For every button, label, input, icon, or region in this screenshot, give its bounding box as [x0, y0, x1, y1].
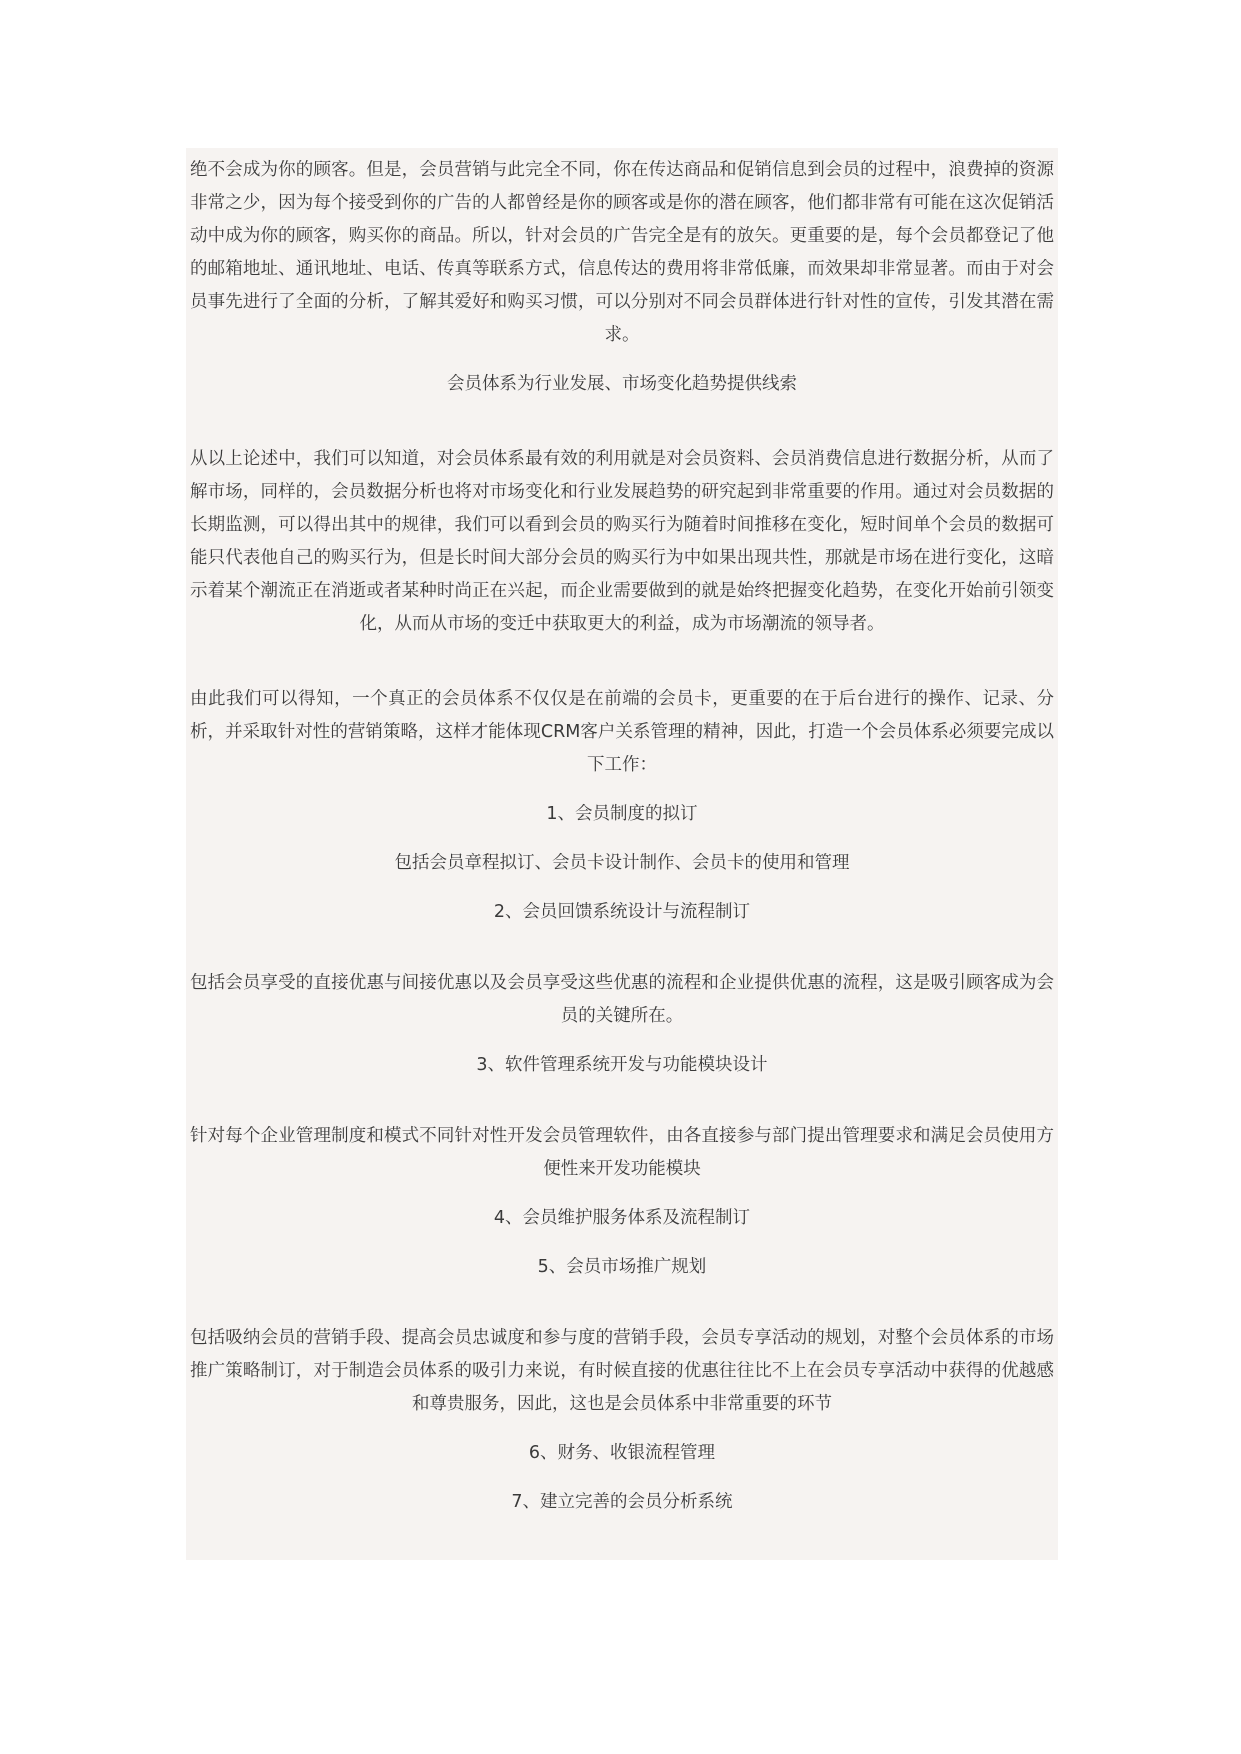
heading-step-2: 2、会员回馈系统设计与流程制订: [493, 902, 751, 922]
paragraph-step-3-detail: 针对每个企业管理制度和模式不同针对性开发会员管理软件，由各直接参与部门提出管理要求和满足会员使用方便性来开发功能模块: [190, 1126, 1054, 1179]
heading-step-5: 5、会员市场推广规划: [537, 1257, 707, 1277]
paragraph-data-analysis: 从以上论述中，我们可以知道，对会员体系最有效的利用就是对会员资料、会员消费信息进行数据分析，从而了解市场，同样的，会员数据分析也将对市场变化和行业发展趋势的研究起到非常重要的作用。通过对会员数据的长期监测，可以得出其中的规律，我们可以看到会员的购买行为随着时间推移在变化，短时间单个会员的数据可能只代表他自己的购买行为，但是长时间大部分会员的购买行为中如果出现共性，那就是市场在进行变化，这暗示着某个潮流正在消逝或者某种时尚正在兴起，而企业需要做到的就是始终把握变化趋势，在变化开始前引领变化，从而从市场的变迁中获取更大的利益，成为市场潮流的领导者。: [190, 449, 1054, 634]
paragraph-step-5-detail: 包括吸纳会员的营销手段、提高会员忠诚度和参与度的营销手段，会员专享活动的规划，对整个会员体系的市场推广策略制订，对于制造会员体系的吸引力来说，有时候直接的优惠往往比不上在会员专享活动中获得的优越感和尊贵服务，因此，这也是会员体系中非常重要的环节: [190, 1328, 1054, 1414]
paragraph-step-2-detail: 包括会员享受的直接优惠与间接优惠以及会员享受这些优惠的流程和企业提供优惠的流程，这是吸引顾客成为会员的关键所在。: [190, 973, 1054, 1026]
paragraph-system-requirements: 由此我们可以得知，一个真正的会员体系不仅仅是在前端的会员卡，更重要的在于后台进行的操作、记录、分析，并采取针对性的营销策略，这样才能体现CRM客户关系管理的精神，因此，打造一个会员体系必须要完成以下工作：: [190, 689, 1054, 775]
heading-industry-trends: 会员体系为行业发展、市场变化趋势提供线索: [447, 374, 797, 394]
heading-step-6: 6、财务、收银流程管理: [528, 1443, 716, 1463]
heading-step-4: 4、会员维护服务体系及流程制订: [493, 1208, 751, 1228]
heading-step-7: 7、建立完善的会员分析系统: [511, 1492, 733, 1512]
paragraph-step-1-detail: 包括会员章程拟订、会员卡设计制作、会员卡的使用和管理: [394, 853, 850, 873]
paragraph-marketing-advantage: 绝不会成为你的顾客。但是，会员营销与此完全不同，你在传达商品和促销信息到会员的过程中，浪费掉的资源非常之少，因为每个接受到你的广告的人都曾经是你的顾客或是你的潜在顾客，他们都非常有可能在这次促销活动中成为你的顾客，购买你的商品。所以，针对会员的广告完全是有的放矢。更重要的是，每个会员都登记了他的邮箱地址、通讯地址、电话、传真等联系方式，信息传达的费用将非常低廉，而效果却非常显著。而由于对会员事先进行了全面的分析，了解其爱好和购买习惯，可以分别对不同会员群体进行针对性的宣传，引发其潜在需求。: [190, 160, 1054, 345]
document-body: [186, 148, 1058, 1560]
heading-step-3: 3、软件管理系统开发与功能模块设计: [476, 1055, 768, 1075]
heading-step-1: 1、会员制度的拟订: [546, 804, 698, 824]
